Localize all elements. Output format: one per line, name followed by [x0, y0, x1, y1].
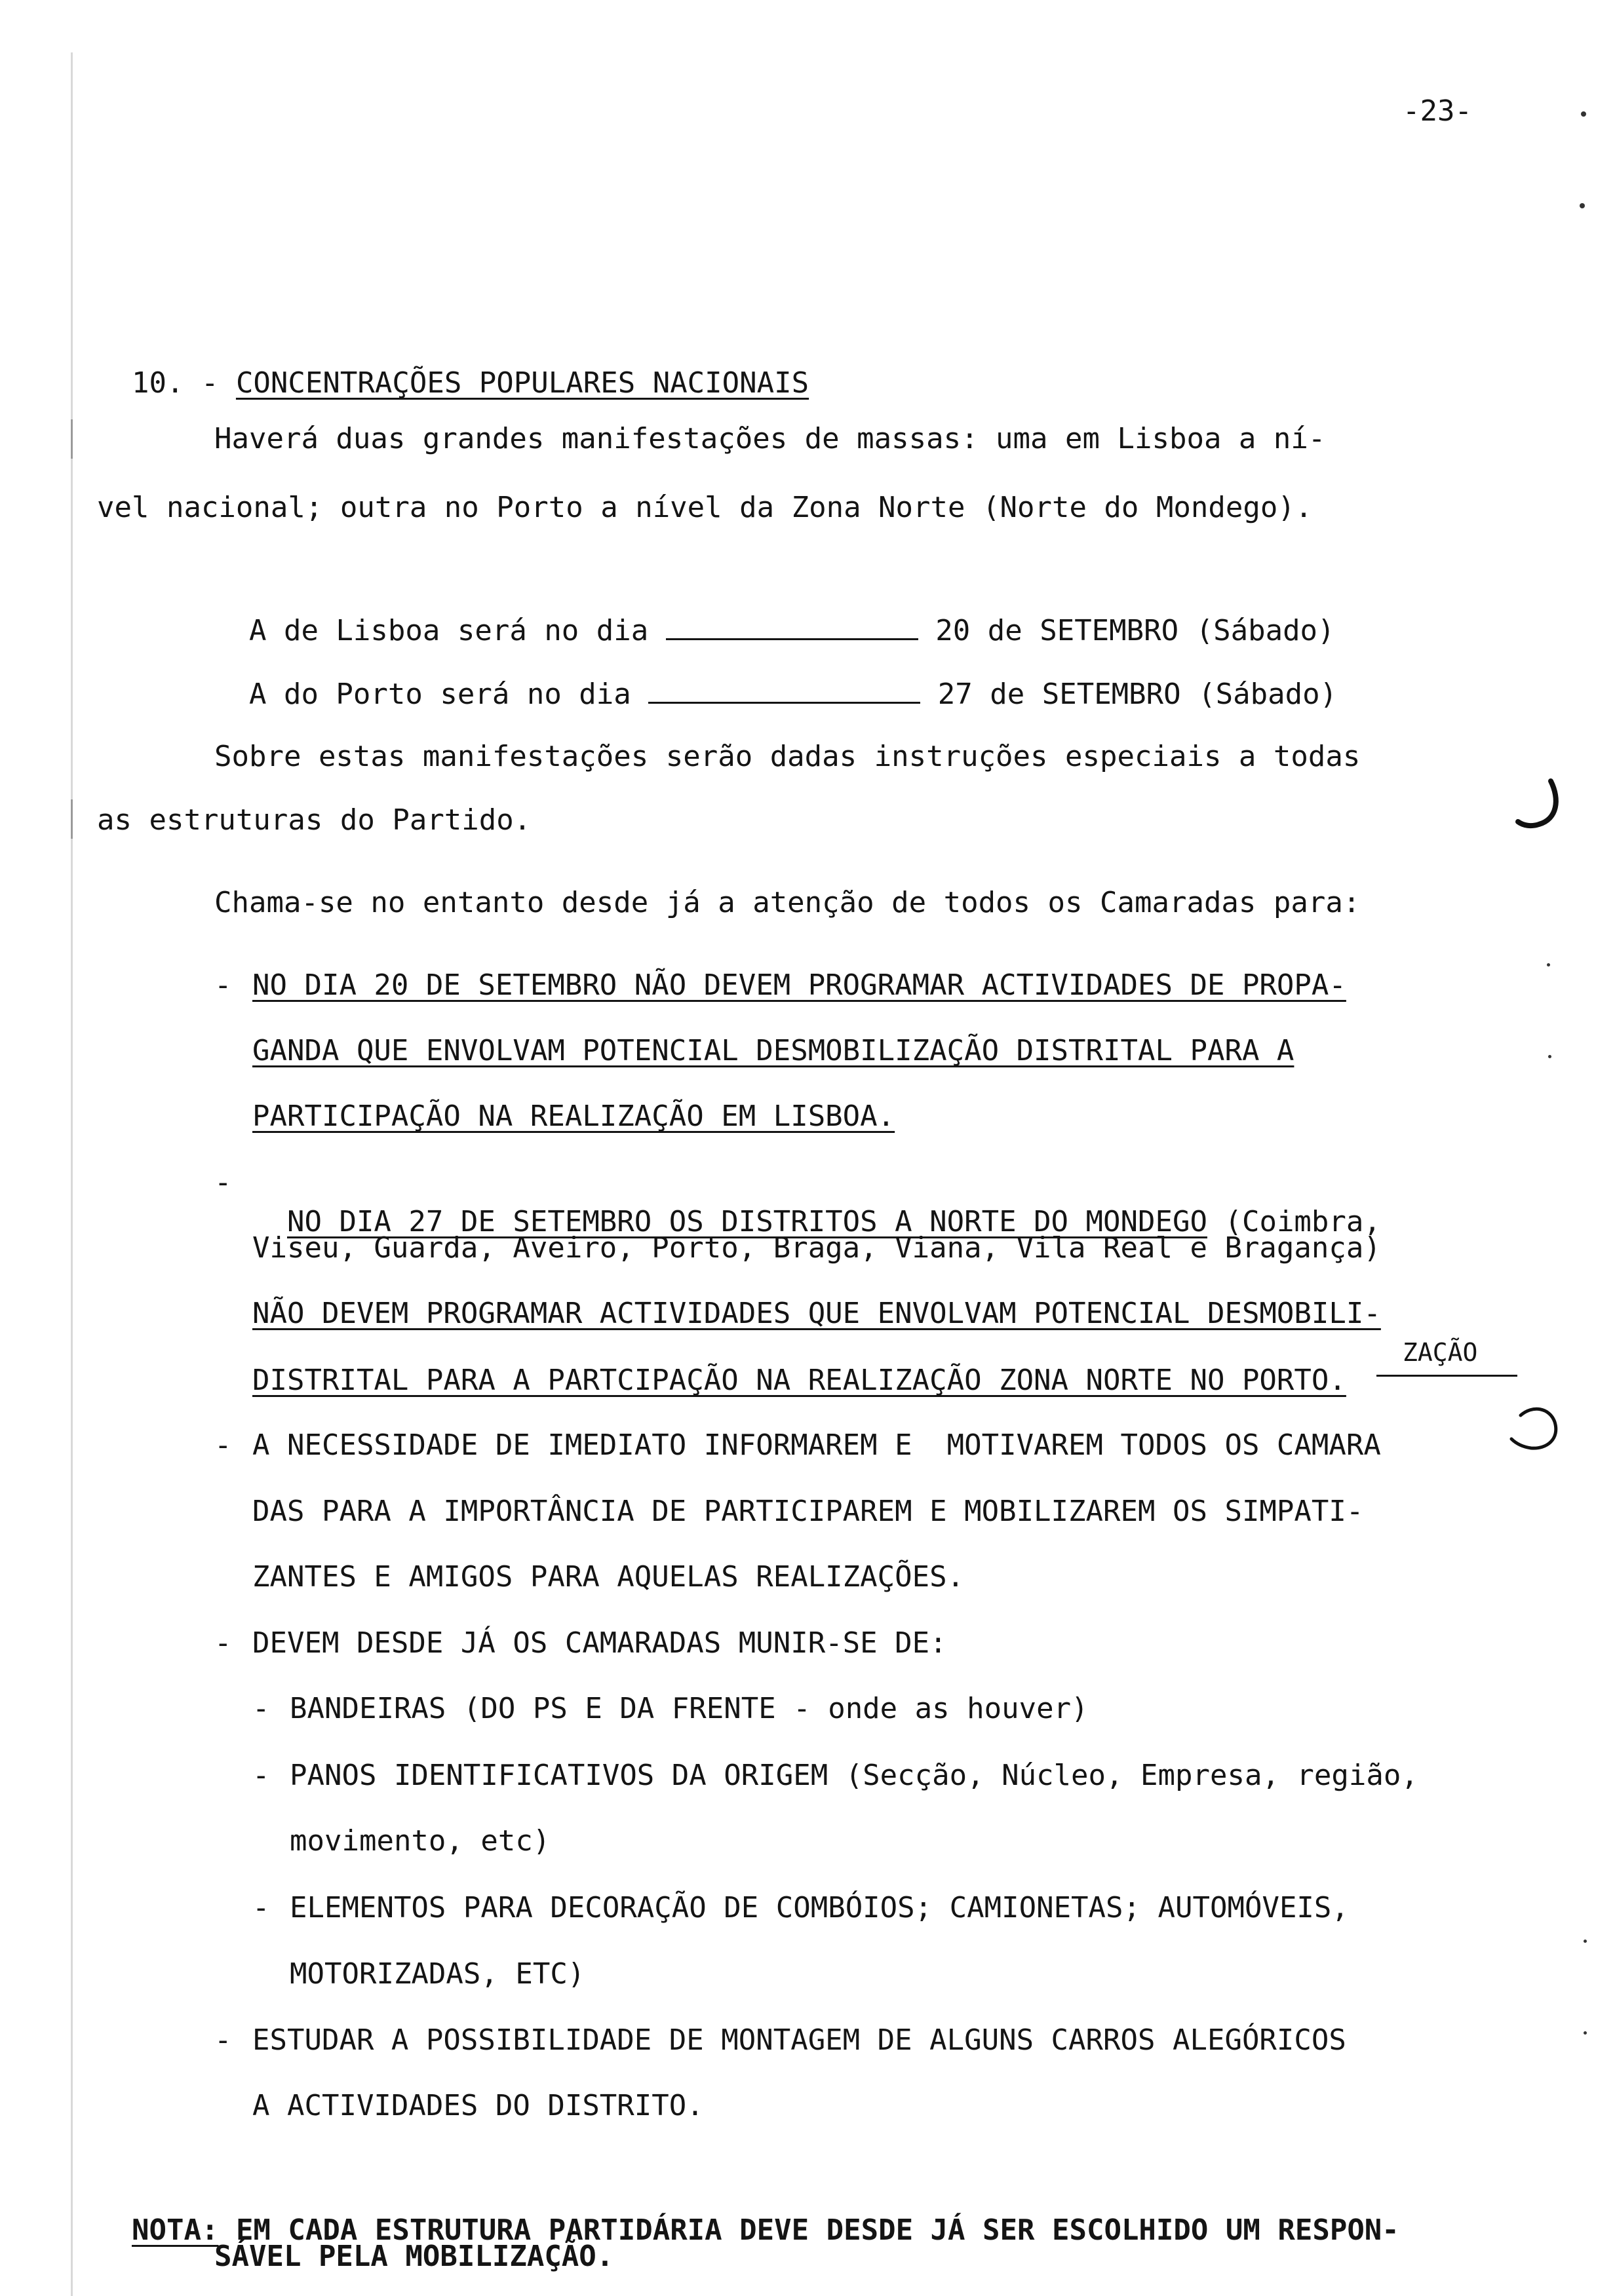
intro-line: Haverá duas grandes manifestações de massas: uma em Lisboa a ní- — [214, 422, 1326, 455]
nota-text: EM CADA ESTRUTURA PARTIDÁRIA DEVE DESDE JÁ SER ESCOLHIDO UM RESPON- — [235, 2213, 1399, 2247]
date-value: 27 de SETEMBRO (Sábado) — [937, 678, 1338, 711]
bullet-dash: - — [214, 1626, 232, 1660]
section-title: CONCENTRAÇÕES POPULARES NACIONAIS — [235, 366, 809, 400]
nota-line: SÁVEL PELA MOBILIZAÇÃO. — [214, 2240, 614, 2273]
bullet-text: Viseu, Guarda, Aveiro, Porto, Braga, Viana, Vila Real e Bragança) — [252, 1231, 1381, 1265]
section-number: 10. - — [131, 366, 219, 400]
intro-line: vel nacional; outra no Porto a nível da Zona Norte (Norte do Mondego). — [97, 491, 1313, 524]
edge-mark — [71, 799, 73, 839]
bullet-text: PARTICIPAÇÃO NA REALIZAÇÃO EM LISBOA. — [252, 1100, 895, 1133]
sub-bullet-dash: - — [252, 1692, 270, 1725]
sub-bullet-text: movimento, etc) — [290, 1824, 551, 1858]
sub-bullet-text: MOTORIZADAS, ETC) — [290, 1957, 585, 1991]
bullet-text: GANDA QUE ENVOLVAM POTENCIAL DESMOBILIZAÇÃO DISTRITAL PARA A — [252, 1034, 1294, 1067]
bullet-text: DAS PARA A IMPORTÂNCIA DE PARTICIPAREM E MOBILIZAREM OS SIMPATI- — [252, 1495, 1364, 1528]
bullet-dash: - — [214, 1166, 232, 1199]
margin-dot — [1581, 111, 1586, 117]
fill-line — [648, 676, 920, 704]
bullet-text: NÃO DEVEM PROGRAMAR ACTIVIDADES QUE ENVOLVAM POTENCIAL DESMOBILI- — [252, 1297, 1381, 1330]
bullet-dash: - — [214, 968, 232, 1002]
bullet-dash: - — [214, 1428, 232, 1462]
margin-dot — [1584, 1940, 1587, 1943]
bullet-text: A NECESSIDADE DE IMEDIATO INFORMAREM E MOTIVAREM TODOS OS CAMARA — [252, 1428, 1381, 1462]
bullet-text: DEVEM DESDE JÁ OS CAMARADAS MUNIR-SE DE: — [252, 1626, 947, 1660]
instructions-line: as estruturas do Partido. — [97, 803, 532, 837]
margin-dot — [1584, 2031, 1587, 2035]
bullet-text: DISTRITAL PARA A PARTCIPAÇÃO NA REALIZAÇÃO ZONA NORTE NO PORTO. — [252, 1364, 1346, 1397]
bullet-text-underlined: NO DIA 27 DE SETEMBRO OS DISTRITOS A NORTE DO MONDEGO — [286, 1205, 1207, 1238]
date-label: A do Porto será no dia — [248, 678, 631, 711]
handwritten-mark — [1501, 1402, 1566, 1468]
date-row — [214, 636, 1337, 714]
bullet-text: ESTUDAR A POSSIBILIDADE DE MONTAGEM DE ALGUNS CARROS ALEGÓRICOS — [252, 2023, 1346, 2057]
handwritten-mark — [1508, 773, 1573, 839]
insert-rule — [1376, 1375, 1517, 1377]
sub-bullet-text: BANDEIRAS (DO PS E DA FRENTE - onde as houver) — [290, 1692, 1089, 1725]
page-left-edge — [71, 52, 73, 2296]
instructions-line: Sobre estas manifestações serão dadas instruções especiais a todas — [214, 740, 1361, 773]
edge-mark — [71, 419, 73, 459]
sub-bullet-dash: - — [252, 1759, 270, 1792]
handwritten-insert: ZAÇÃO — [1403, 1338, 1478, 1367]
attention-line: Chama-se no entanto desde já a atenção de todos os Camaradas para: — [214, 886, 1361, 919]
margin-dot — [1580, 203, 1585, 208]
sub-bullet-text: PANOS IDENTIFICATIVOS DA ORIGEM (Secção, Núcleo, Empresa, região, — [290, 1759, 1418, 1792]
margin-dot — [1547, 963, 1550, 966]
nota-label: NOTA: — [131, 2213, 219, 2247]
bullet-text-rest: (Coimbra, — [1224, 1205, 1381, 1238]
sub-bullet-text: ELEMENTOS PARA DECORAÇÃO DE COMBÓIOS; CAMIONETAS; AUTOMÓVEIS, — [290, 1891, 1349, 1924]
sub-bullet-dash: - — [252, 1891, 270, 1924]
section-heading — [97, 324, 809, 403]
bullet-text: NO DIA 20 DE SETEMBRO NÃO DEVEM PROGRAMAR ACTIVIDADES DE PROPA- — [252, 968, 1346, 1002]
date-label: A de Lisboa será no dia — [248, 614, 649, 647]
page-number: -23- — [1403, 94, 1472, 128]
margin-dot — [1548, 1055, 1551, 1058]
bullet-text: A ACTIVIDADES DO DISTRITO. — [252, 2089, 704, 2122]
date-value: 20 de SETEMBRO (Sábado) — [935, 614, 1335, 647]
bullet-text: ZANTES E AMIGOS PARA AQUELAS REALIZAÇÕES. — [252, 1560, 965, 1594]
bullet-dash: - — [214, 2023, 232, 2057]
